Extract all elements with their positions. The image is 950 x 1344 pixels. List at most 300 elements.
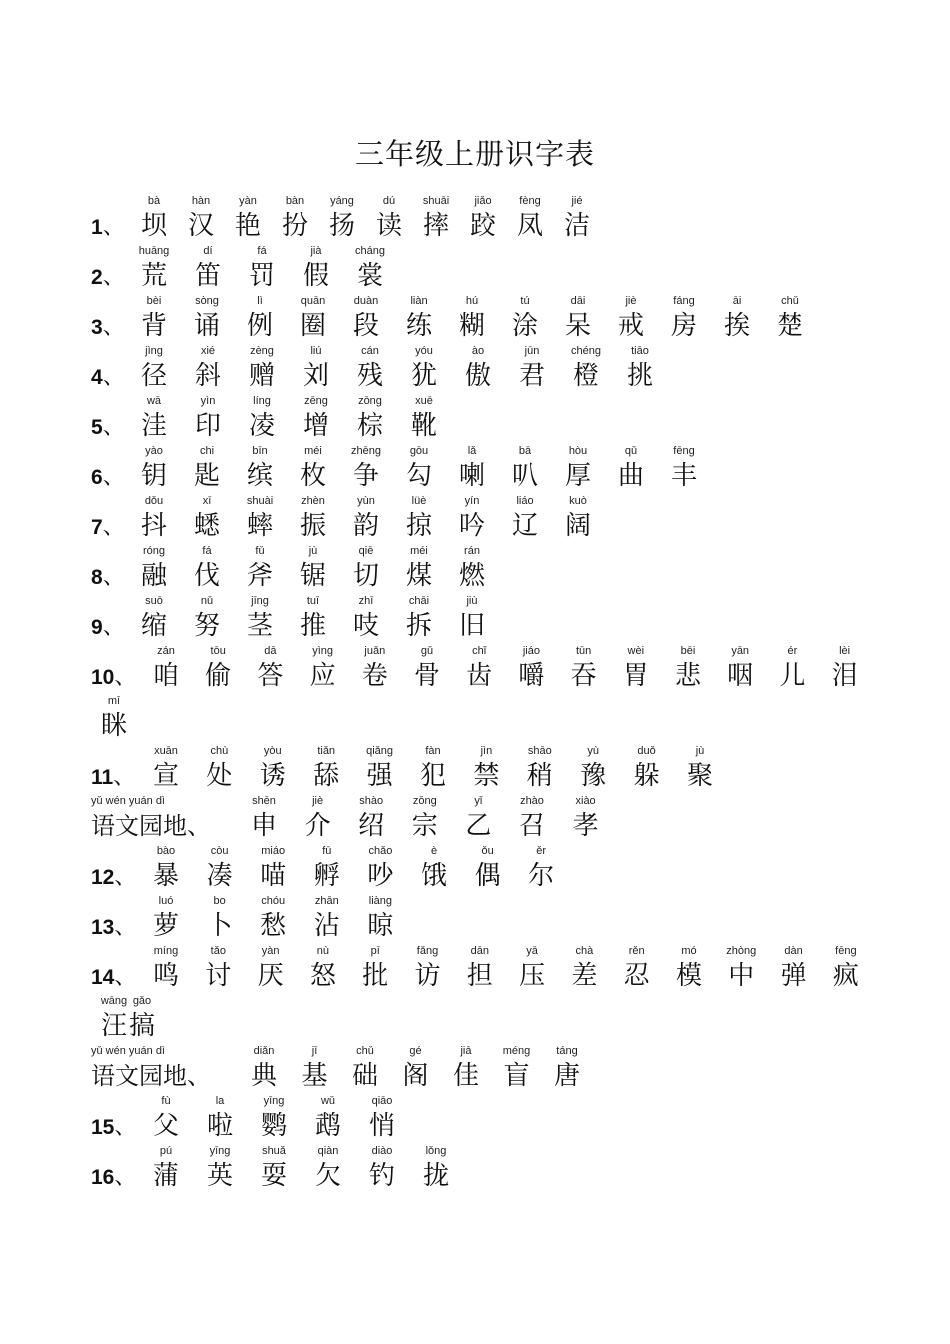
pinyin-label: yā [526,945,538,957]
character-entry [251,1145,297,1191]
character-entry [455,795,501,841]
character-entry [517,745,563,791]
pinyin-label: méi [410,545,428,557]
character-entry [143,895,189,941]
pinyin-label: chà [575,945,594,957]
character-entry [401,345,447,391]
character-entry [290,295,336,341]
character-entry [185,345,231,391]
character-entry [502,445,548,491]
character-entry [405,945,451,991]
character-entry [463,745,509,791]
character-entry [300,945,346,991]
character-entry [131,195,177,241]
pinyin-label: chǔ [781,295,799,307]
character-entry [402,795,448,841]
pinyin-label: zán [157,645,175,657]
pinyin-label: jiù [466,595,478,607]
pinyin-label: gōu [409,445,429,457]
pinyin-label: yùn [357,495,375,507]
hanzi-character: 罚 [248,261,275,291]
character-entry [822,645,868,691]
pinyin-label: còu [210,845,229,857]
pinyin-label: méi [304,445,322,457]
pinyin-label: yào [145,445,163,457]
pinyin-label: fá [257,245,267,257]
character-entry [196,745,242,791]
pinyin-label: wā [146,395,162,407]
character-entry [293,345,339,391]
character-entry [250,745,296,791]
character-entry [555,495,601,541]
hanzi-character: 勾 [405,461,432,491]
hanzi-character: 压 [519,961,546,991]
character-entry [449,545,495,591]
hanzi-character: 担 [466,961,493,991]
hanzi-character: 裳 [356,261,383,291]
hanzi-character: 欠 [314,1161,341,1191]
pinyin-label: yān [731,645,750,657]
pinyin-label: chi [199,445,215,457]
hanzi-character: 棕 [356,411,383,441]
hanzi-character: 咱 [152,661,179,691]
hanzi-character: 缩 [140,611,167,641]
hanzi-character: 洼 [140,411,167,441]
hanzi-character: 枚 [299,461,326,491]
hanzi-character: 犯 [419,761,446,791]
hanzi-character: 曲 [617,461,644,491]
character-entry [239,245,285,291]
character-entry [666,945,712,991]
pinyin-label: tūn [575,645,592,657]
hanzi-character: 卷 [361,661,388,691]
character-entry [393,1045,439,1091]
character-entry [184,595,230,641]
lesson-number: 6、 [91,465,125,490]
character-entry [508,645,554,691]
character-entry [143,1095,189,1141]
character-entry [195,945,241,991]
character-entry [449,445,495,491]
pinyin-label: tǎo [210,945,226,957]
character-entry [677,745,723,791]
hanzi-character: 房 [670,311,697,341]
character-entry [509,945,555,991]
pinyin-label: duàn [353,295,379,307]
pinyin-label: pī [370,945,380,957]
lesson-number: 16、 [91,1165,137,1190]
hanzi-character: 阔 [564,511,591,541]
pinyin-label: duǒ [637,745,656,757]
pinyin-label: yīng [263,1095,285,1107]
character-entry [410,745,456,791]
character-entry [518,845,564,891]
hanzi-character: 宗 [411,811,438,841]
pinyin-label: jù [308,545,318,557]
character-entry [143,945,189,991]
character-entry [359,1145,405,1191]
character-entry [305,1095,351,1141]
pinyin-label: qiāo [371,1095,393,1107]
character-entry [290,495,336,541]
character-entry [248,945,294,991]
pinyin-label: bàn [285,195,305,207]
hanzi-character: 晾 [367,911,394,941]
lesson-number: 2、 [91,265,125,290]
character-entry [247,645,293,691]
character-entry [195,645,241,691]
character-entry [555,295,601,341]
character-entry [347,395,393,441]
pinyin-label: bo [213,895,226,907]
pinyin-label: qiàn [317,1145,339,1157]
hanzi-character: 骨 [413,661,440,691]
character-entry [396,495,442,541]
pinyin-label: lì [257,295,263,307]
lesson-number: 4、 [91,365,125,390]
hanzi-character: 申 [250,811,277,841]
hanzi-character: 争 [352,461,379,491]
pinyin-label: bīn [252,445,268,457]
hanzi-character: 韵 [352,511,379,541]
pinyin-label: bào [156,845,176,857]
character-entry [449,295,495,341]
character-entry [185,245,231,291]
hanzi-character: 拢 [422,1161,449,1191]
pinyin-label: qiǎng [366,745,394,757]
pinyin-label: méng [502,1045,531,1057]
hanzi-character: 戒 [617,311,644,341]
hanzi-character: 挑 [626,361,653,391]
character-entry [717,645,763,691]
hanzi-character: 答 [257,661,284,691]
pinyin-label: jù [695,745,705,757]
pinyin-label: zhēng [351,445,381,457]
pinyin-label: fá [202,545,212,557]
character-entry [449,595,495,641]
character-entry [613,645,659,691]
character-entry [343,295,389,341]
character-entry [143,845,189,891]
pinyin-label: wèi [627,645,645,657]
character-entry [563,345,609,391]
pinyin-label: jiā [460,1045,472,1057]
pinyin-label: zēng [304,395,328,407]
garden-label: 语文园地、 [91,1062,211,1090]
character-entry [347,245,393,291]
hanzi-character: 斜 [194,361,221,391]
character-entry [624,745,670,791]
hanzi-character: 强 [366,761,393,791]
character-entry [184,295,230,341]
hanzi-character: 悲 [674,661,701,691]
character-entry [239,345,285,391]
pinyin-label: rán [464,545,480,557]
character-entry [608,445,654,491]
character-entry [305,1145,351,1191]
lesson-number: 3、 [91,315,125,340]
character-entry [319,195,365,241]
character-entry [343,595,389,641]
character-entry [290,545,336,591]
hanzi-character: 础 [351,1061,378,1091]
pinyin-label: jiǎo [474,195,492,207]
pinyin-label: diào [371,1145,393,1157]
hanzi-character: 推 [299,611,326,641]
character-entry [769,645,815,691]
hanzi-character: 偷 [205,661,232,691]
pinyin-label: qǔ [624,445,638,457]
hanzi-character: 呆 [564,311,591,341]
hanzi-character: 模 [675,961,702,991]
hanzi-character: 孝 [572,811,599,841]
character-entry [767,295,813,341]
character-entry [661,295,707,341]
pinyin-label: dā [264,645,277,657]
lesson-number: 9、 [91,615,125,640]
pinyin-label: gǎo [132,995,152,1007]
pinyin-label: ǒu [481,845,494,857]
pinyin-label: shào [359,795,384,807]
hanzi-character: 抖 [140,511,167,541]
hanzi-character: 讨 [205,961,232,991]
hanzi-character: 楚 [776,311,803,341]
pinyin-label: xuē [415,395,433,407]
pinyin-label: la [215,1095,225,1107]
hanzi-character: 差 [571,961,598,991]
hanzi-character: 萝 [152,911,179,941]
hanzi-character: 孵 [313,861,340,891]
pinyin-label: pú [159,1145,173,1157]
pinyin-label: fēng [673,445,695,457]
character-entry [239,395,285,441]
character-entry [352,645,398,691]
pinyin-label: liáo [516,495,534,507]
hanzi-character: 假 [302,261,329,291]
pinyin-label: fáng [673,295,695,307]
pinyin-label: yìng [312,645,333,657]
pinyin-label: fù [161,1095,171,1107]
pinyin-label: fǎng [416,945,439,957]
pinyin-label: yáng [330,195,354,207]
hanzi-character: 荒 [140,261,167,291]
character-entry [293,395,339,441]
hanzi-character: 涂 [511,311,538,341]
hanzi-character: 悄 [368,1111,395,1141]
pinyin-label: jiáo [522,645,540,657]
pinyin-label: dāi [570,295,586,307]
pinyin-label: táng [556,1045,578,1057]
character-entry [342,1045,388,1091]
character-entry [91,695,137,741]
character-entry [456,645,502,691]
character-entry [455,345,501,391]
pinyin-label: chǐ [472,645,487,657]
pinyin-label: tiāo [631,345,649,357]
hanzi-character: 凤 [516,211,543,241]
character-entry [293,245,339,291]
pinyin-label: wǔ [320,1095,336,1107]
hanzi-character: 伐 [193,561,220,591]
character-entry [250,895,296,941]
hanzi-character: 禁 [473,761,500,791]
hanzi-character: 宣 [152,761,179,791]
hanzi-character: 厌 [257,961,284,991]
pinyin-label: shuǎ [262,1145,286,1157]
pinyin-label: lǒng [425,1145,447,1157]
hanzi-character: 蒲 [152,1161,179,1191]
pinyin-label: ěr [536,845,547,857]
hanzi-character: 愁 [260,911,287,941]
character-entry [237,295,283,341]
pinyin-label: zhào [520,795,544,807]
pinyin-label: dān [470,945,489,957]
character-entry [184,445,230,491]
character-entry [563,795,609,841]
hanzi-character: 径 [140,361,167,391]
pinyin-label: róng [142,545,166,557]
character-entry [502,495,548,541]
pinyin-label: fàn [425,745,441,757]
pinyin-label: jiè [312,795,324,807]
pinyin-label: xuān [154,745,178,757]
hanzi-character: 搞 [128,1011,155,1041]
hanzi-character: 厚 [564,461,591,491]
hanzi-character: 吟 [458,511,485,541]
pinyin-label: miáo [261,845,286,857]
hanzi-character: 应 [309,661,336,691]
character-entry [771,945,817,991]
character-entry [197,1095,243,1141]
pinyin-label: yóu [415,345,433,357]
pinyin-label: yàn [239,195,257,207]
pinyin-label: huāng [138,245,170,257]
hanzi-character: 眯 [100,711,127,741]
pinyin-label: è [430,845,438,857]
hanzi-character: 残 [356,361,383,391]
pinyin-label: jī [311,1045,318,1057]
pinyin-label: chāi [408,595,430,607]
pinyin-label: shēn [252,795,276,807]
pinyin-label: mī [107,695,121,707]
hanzi-character: 靴 [410,411,437,441]
hanzi-character: 糊 [458,311,485,341]
character-entry [494,1045,540,1091]
hanzi-character: 汪 [100,1011,127,1041]
pinyin-label: bà [147,195,161,207]
character-entry [290,445,336,491]
character-entry [509,345,555,391]
pinyin-label: quān [300,295,326,307]
character-entry [343,445,389,491]
hanzi-character: 暴 [152,861,179,891]
character-entry [544,1045,590,1091]
character-entry [300,645,346,691]
character-entry [237,595,283,641]
character-entry [237,445,283,491]
hanzi-character: 鹦 [260,1111,287,1141]
character-entry [570,745,616,791]
character-entry [251,1095,297,1141]
hanzi-character: 匙 [193,461,220,491]
character-entry [272,195,318,241]
character-entry [237,545,283,591]
pinyin-label: liú [310,345,322,357]
pinyin-label: liàn [410,295,428,307]
hanzi-character: 旧 [458,611,485,641]
pinyin-label: lǎ [467,445,477,457]
garden-label: 语文园地、 [91,812,211,840]
pinyin-label: dàn [784,945,803,957]
pinyin-label: míng [153,945,179,957]
hanzi-character: 犹 [410,361,437,391]
pinyin-label: tú [520,295,530,307]
hanzi-character: 切 [352,561,379,591]
character-entry [554,195,600,241]
character-entry [443,1045,489,1091]
pinyin-label: qiē [358,545,374,557]
hanzi-character: 英 [206,1161,233,1191]
hanzi-character: 舔 [313,761,340,791]
hanzi-character: 阁 [402,1061,429,1091]
hanzi-character: 君 [518,361,545,391]
pinyin-label: chóu [261,895,286,907]
pinyin-label: nǔ [200,595,214,607]
hanzi-character: 唐 [553,1061,580,1091]
character-entry [347,345,393,391]
character-entry [357,895,403,941]
lesson-number: 13、 [91,915,137,940]
hanzi-character: 例 [246,311,273,341]
hanzi-character: 艳 [234,211,261,241]
hanzi-character: 丰 [670,461,697,491]
character-entry [131,545,177,591]
hanzi-character: 咽 [727,661,754,691]
character-entry [131,395,177,441]
pinyin-label: yòu [263,745,282,757]
garden-pinyin: yǔ wén yuán dì [91,1045,165,1057]
pinyin-label: jīng [251,595,269,607]
pinyin-label: dí [203,245,213,257]
hanzi-character: 刘 [302,361,329,391]
hanzi-character: 儿 [779,661,806,691]
hanzi-character: 拆 [405,611,432,641]
character-entry [352,945,398,991]
hanzi-character: 处 [206,761,233,791]
hanzi-character: 傲 [464,361,491,391]
character-entry [197,1145,243,1191]
character-entry [303,745,349,791]
character-entry [237,495,283,541]
character-entry [359,1095,405,1141]
hanzi-character: 批 [362,961,389,991]
pinyin-label: líng [253,395,271,407]
hanzi-character: 钥 [140,461,167,491]
character-entry [131,345,177,391]
hanzi-character: 稍 [526,761,553,791]
pinyin-label: chǎo [368,845,393,857]
hanzi-character: 弹 [780,961,807,991]
character-entry [401,395,447,441]
pinyin-label: zhān [314,895,339,907]
pinyin-label: ào [471,345,485,357]
hanzi-character: 齿 [466,661,493,691]
hanzi-character: 辽 [511,511,538,541]
hanzi-character: 卜 [206,911,233,941]
pinyin-label: xié [200,345,216,357]
character-entry [292,1045,338,1091]
hanzi-character: 绍 [358,811,385,841]
